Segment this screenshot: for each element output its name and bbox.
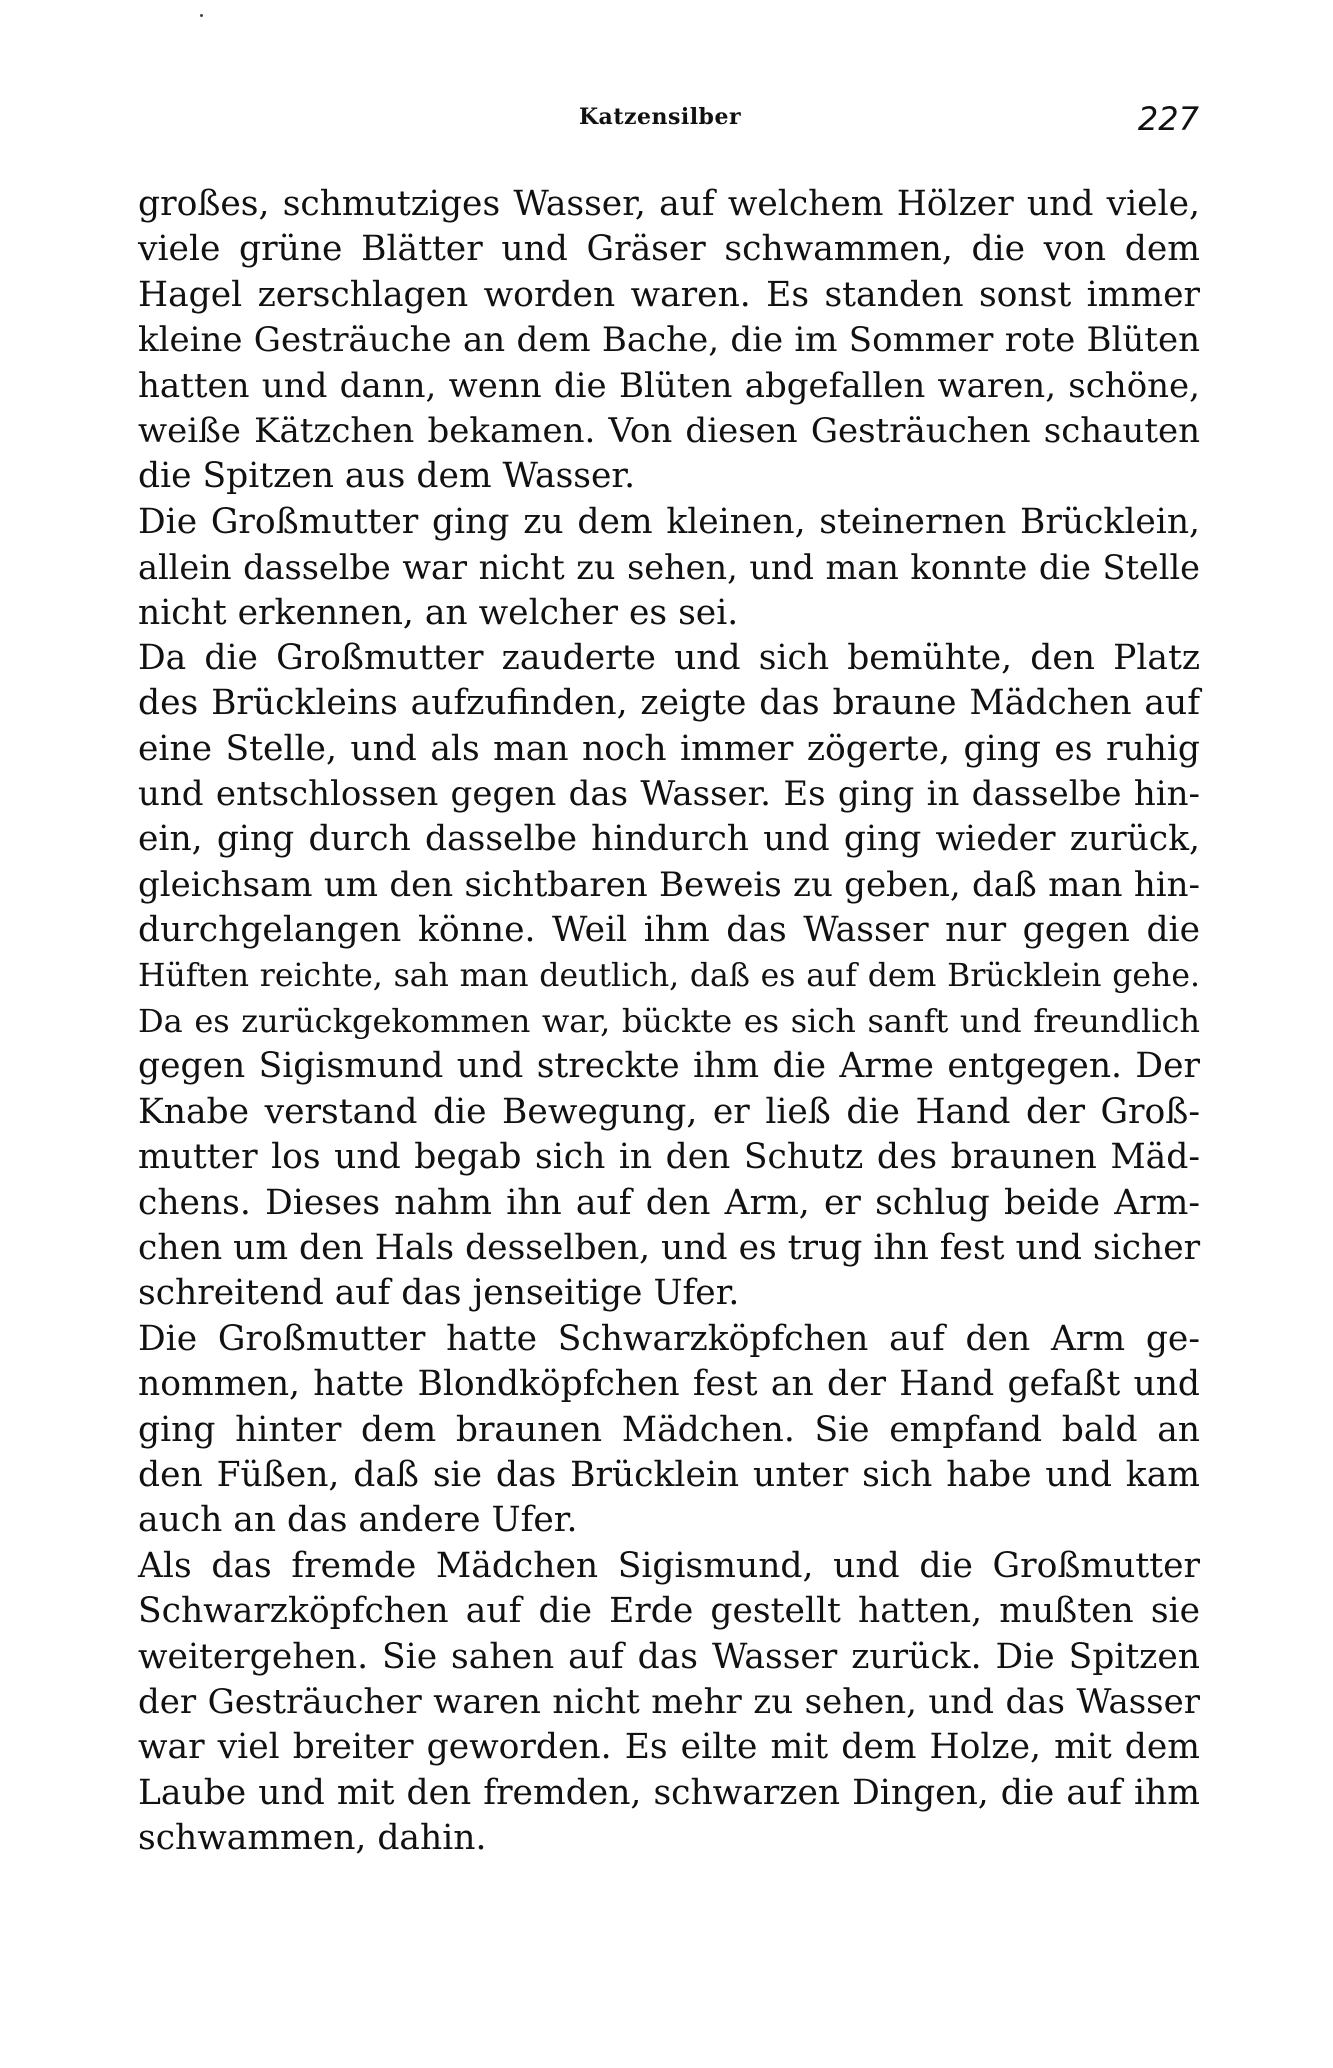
text-line: mutter los und begab sich in den Schutz des braunen Mäd- <box>138 1137 1200 1178</box>
text-line: ging hinter dem braunen Mädchen. Sie empfand bald an <box>138 1409 1200 1450</box>
text-line: allein dasselbe war nicht zu sehen, und man konnte die Stelle <box>138 548 1200 588</box>
text-line: den Füßen, daß sie das Brücklein unter sich habe und kam <box>138 1454 1200 1495</box>
running-title: Katzensilber <box>578 104 742 130</box>
text-line: auch an das andere Ufer. <box>138 1500 578 1541</box>
page-number: 227 <box>1137 100 1199 138</box>
text-line: viele grüne Blätter und Gräser schwammen, die von dem <box>138 229 1200 270</box>
text-line: schwammen, dahin. <box>138 1818 487 1859</box>
text-line: chen um den Hals desselben, und es trug ihn fest und sicher <box>138 1227 1201 1268</box>
text-line: Hagel zerschlagen worden waren. Es standen sonst immer <box>138 274 1200 315</box>
text-line: durchgelangen könne. Weil ihm das Wasser nur gegen die <box>138 910 1200 951</box>
text-line: Als das fremde Mädchen Sigismund, und die Großmutter <box>138 1545 1200 1586</box>
text-line: Hüften reichte, sah man deutlich, daß es auf dem Brücklein gehe. <box>138 957 1200 994</box>
text-line: weiße Kätzchen bekamen. Von diesen Gesträuchen schauten <box>138 410 1200 451</box>
body-text <box>138 182 1200 1861</box>
text-line: und entschlossen gegen das Wasser. Es ging in dasselbe hin- <box>138 774 1200 815</box>
text-line: Schwarzköpfchen auf die Erde gestellt hatten, mußten sie <box>138 1591 1200 1632</box>
text-line: die Spitzen aus dem Wasser. <box>138 456 636 497</box>
text-line: des Brückleins aufzufinden, zeigte das braune Mädchen auf <box>138 683 1200 724</box>
text-line: kleine Gesträuche an dem Bache, die im Sommer rote Blüten <box>138 320 1200 361</box>
text-line: nommen, hatte Blondköpfchen fest an der Hand gefaßt und <box>138 1364 1200 1405</box>
text-line: der Gesträucher waren nicht mehr zu sehen, und das Wasser <box>138 1681 1200 1722</box>
text-line: schreitend auf das jenseitige Ufer. <box>138 1273 740 1314</box>
text-line: Da die Großmutter zauderte und sich bemühte, den Platz <box>138 637 1200 678</box>
text-line: Laube und mit den fremden, schwarzen Dingen, die auf ihm <box>138 1772 1200 1813</box>
text-line: hatten und dann, wenn die Blüten abgefallen waren, schöne, <box>138 365 1200 406</box>
text-line: Die Großmutter hatte Schwarzköpfchen auf den Arm ge- <box>138 1318 1200 1359</box>
text-line: Da es zurückgekommen war, bückte es sich sanft und freundlich <box>138 1002 1200 1041</box>
text-line: chens. Dieses nahm ihn auf den Arm, er schlug beide Arm- <box>138 1182 1200 1223</box>
text-line: weitergehen. Sie sahen auf das Wasser zurück. Die Spitzen <box>138 1636 1200 1677</box>
text-line: ein, ging durch dasselbe hindurch und ging wieder zurück, <box>138 819 1200 860</box>
text-line: Die Großmutter ging zu dem kleinen, steinernen Brücklein, <box>138 501 1200 542</box>
text-line: eine Stelle, und als man noch immer zögerte, ging es ruhig <box>138 728 1200 769</box>
text-line: Knabe verstand die Bewegung, er ließ die Hand der Groß- <box>138 1091 1200 1132</box>
text-line: gleichsam um den sichtbaren Beweis zu geben, daß man hin- <box>138 864 1200 905</box>
scan-speck <box>200 14 203 17</box>
text-line: gegen Sigismund und streckte ihm die Arme entgegen. Der <box>138 1046 1200 1087</box>
text-line: großes, schmutziges Wasser, auf welchem Hölzer und viele, <box>138 184 1200 224</box>
text-line: war viel breiter geworden. Es eilte mit dem Holze, mit dem <box>138 1727 1200 1768</box>
text-line: nicht erkennen, an welcher es sei. <box>138 592 739 633</box>
